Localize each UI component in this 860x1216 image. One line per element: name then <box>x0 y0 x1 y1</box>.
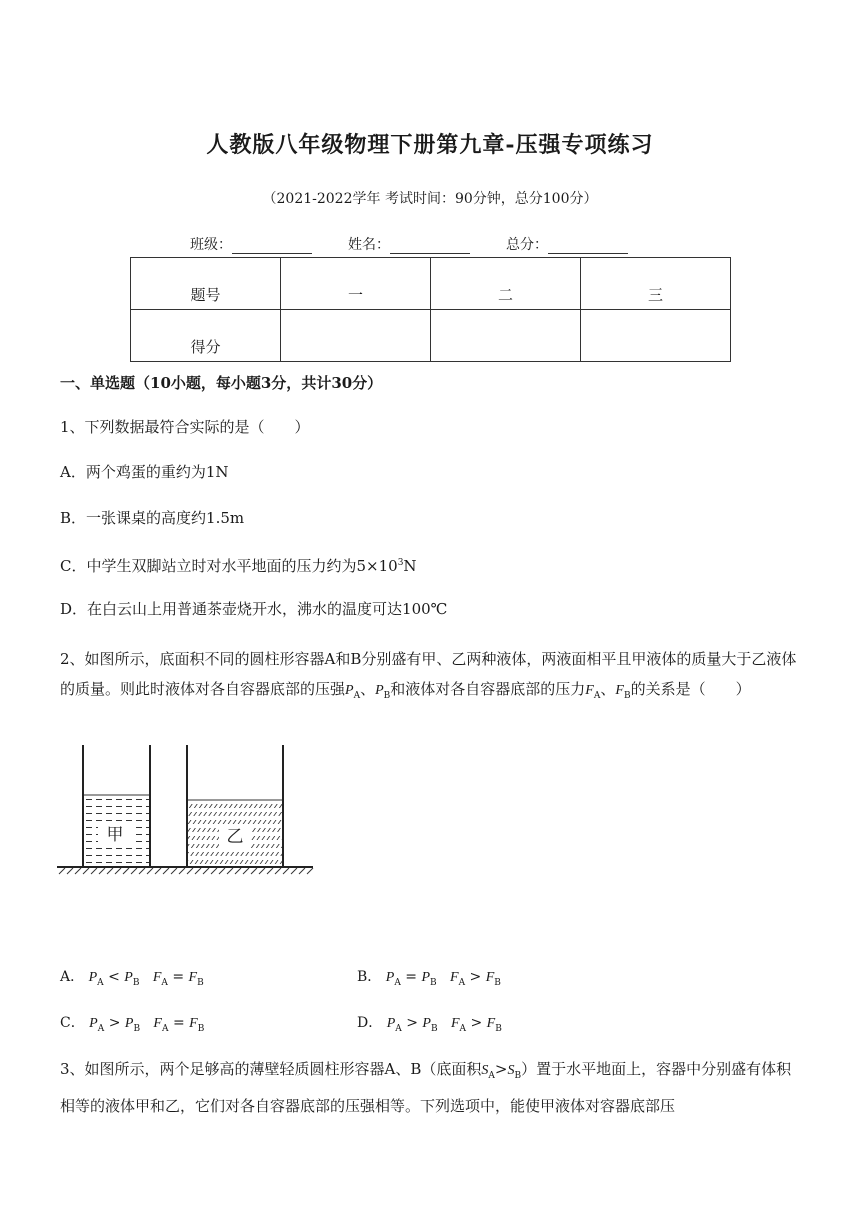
q1-option-a[interactable]: A．两个鸡蛋的重约为1N <box>60 463 229 481</box>
q3-stem <box>60 1054 800 1121</box>
symbol-p: P <box>345 683 354 698</box>
option-letter: A． <box>60 969 85 985</box>
ground <box>57 867 313 874</box>
subscript-a: A <box>97 1023 105 1034</box>
subscript-b: B <box>197 977 204 988</box>
symbol-p: P <box>88 970 98 985</box>
score-table-cell: 三 <box>581 258 731 310</box>
q1-option-b[interactable]: B．一张课桌的高度约1.5m <box>60 509 245 527</box>
q1-option-c[interactable] <box>60 548 417 581</box>
symbol-p: P <box>386 1016 396 1031</box>
q2-stem-text-3: 的关系是（ ） <box>630 680 751 698</box>
score-table-score-row <box>131 310 731 362</box>
subscript-b: B <box>430 977 437 988</box>
operator: > <box>406 1015 418 1031</box>
separator: 、 <box>360 680 376 698</box>
symbol-f: F <box>152 970 162 985</box>
score-table-cell[interactable] <box>281 310 431 362</box>
subscript-a: A <box>488 1071 495 1081</box>
subscript-a: A <box>395 1023 402 1034</box>
subscript-b: B <box>133 1023 141 1034</box>
subscript-a: A <box>161 977 168 988</box>
q2-stem-text-1: 2、如图所示，底面积不同的圆柱形容器A和B分别盛有甲、乙两种液体，两液面相平且甲液体的质量大于乙液体的质量。则此时液体对各自容器底部的压强 <box>60 650 797 698</box>
symbol-s: S <box>507 1063 515 1078</box>
operator: > <box>470 1015 483 1031</box>
subscript-a: A <box>459 1023 466 1034</box>
subscript-a: A <box>593 691 601 701</box>
symbol-p: P <box>89 1016 98 1031</box>
q1-option-c-unit: N <box>403 557 417 575</box>
section-heading: 一、单选题（10小题，每小题3分，共计30分） <box>60 374 383 392</box>
exam-info: （2021-2022学年 考试时间：90分钟，总分100分） <box>262 191 598 207</box>
operator: < <box>108 969 120 985</box>
q3-stem-text-1: 3、如图所示，两个足够高的薄壁轻质圆柱形容器A、B（底面积 <box>60 1060 482 1078</box>
total-blank[interactable] <box>548 239 628 254</box>
q2-option-d[interactable] <box>357 1008 502 1044</box>
subscript-a: A <box>161 1023 169 1034</box>
symbol-f: F <box>450 970 459 985</box>
score-table-header-row <box>131 258 731 310</box>
total-label: 总分： <box>506 237 548 253</box>
name-blank[interactable] <box>390 239 470 254</box>
containers-figure <box>55 740 315 875</box>
subscript-a: A <box>394 977 401 988</box>
operator: = <box>405 969 417 985</box>
symbol-f: F <box>450 1016 460 1031</box>
symbol-p: P <box>385 970 395 985</box>
score-table-cell[interactable] <box>581 310 731 362</box>
operator: > <box>494 1060 508 1078</box>
option-letter: D． <box>357 1015 383 1031</box>
symbol-p: P <box>375 683 384 698</box>
subscript-b: B <box>383 691 391 701</box>
name-label: 姓名： <box>348 237 390 253</box>
q1-option-c-exponent: 3 <box>397 558 404 568</box>
separator: 、 <box>600 680 616 698</box>
option-letter: C． <box>60 1015 85 1031</box>
q2-option-a[interactable] <box>60 962 204 998</box>
symbol-f: F <box>585 683 594 698</box>
option-letter: B． <box>357 969 382 985</box>
subscript-b: B <box>495 1023 502 1034</box>
class-blank[interactable] <box>232 239 312 254</box>
subscript-a: A <box>353 691 361 701</box>
symbol-f: F <box>188 970 198 985</box>
symbol-f: F <box>615 683 624 698</box>
subscript-b: B <box>132 977 140 988</box>
score-table-cell: 得分 <box>131 310 281 362</box>
score-table-cell: 二 <box>431 258 581 310</box>
q1-stem: 1、下列数据最符合实际的是（ ） <box>60 418 310 436</box>
score-table-cell: 题号 <box>131 258 281 310</box>
page-title: 人教版八年级物理下册第九章-压强专项练习 <box>206 132 654 158</box>
class-label: 班级： <box>190 237 232 253</box>
q3-stem-text-2: ）置于水平地面上，容器中分别盛有体积相等的液体甲和乙，它们对各自容器底部的压强相等。下列选项中，能使甲液体对容器底部压 <box>60 1060 792 1115</box>
container-b <box>187 745 283 867</box>
operator: = <box>172 1015 185 1031</box>
symbol-f: F <box>189 1016 198 1031</box>
score-table-cell[interactable] <box>431 310 581 362</box>
container-a <box>83 745 150 867</box>
q1-option-d[interactable]: D．在白云山上用普通茶壶烧开水，沸水的温度可达100℃ <box>60 600 448 618</box>
symbol-p: P <box>124 970 133 985</box>
score-table-cell: 一 <box>281 258 431 310</box>
symbol-s: S <box>481 1063 489 1078</box>
symbol-f: F <box>486 1016 496 1031</box>
operator: > <box>108 1015 121 1031</box>
subscript-a: A <box>97 977 104 988</box>
subscript-b: B <box>430 1023 438 1034</box>
score-table <box>130 257 731 362</box>
operator: > <box>469 969 482 985</box>
subscript-b: B <box>514 1071 522 1081</box>
symbol-f: F <box>153 1016 162 1031</box>
operator: = <box>172 969 185 985</box>
student-info-fields <box>190 234 664 254</box>
symbol-p: P <box>124 1016 134 1031</box>
symbol-p: P <box>421 970 431 985</box>
subscript-a: A <box>458 977 466 988</box>
subscript-b: B <box>494 977 501 988</box>
subscript-b: B <box>197 1023 205 1034</box>
q2-option-c[interactable] <box>60 1008 204 1044</box>
q2-stem <box>60 644 800 711</box>
symbol-p: P <box>422 1016 431 1031</box>
q2-option-b[interactable] <box>357 962 501 998</box>
q1-option-c-text: C．中学生双脚站立时对水平地面的压力约为5×10 <box>60 557 398 575</box>
label-yi: 乙 <box>226 827 244 847</box>
subscript-b: B <box>623 691 631 701</box>
symbol-f: F <box>485 970 495 985</box>
q2-stem-text-2: 和液体对各自容器底部的压力 <box>390 680 586 698</box>
label-jia: 甲 <box>106 825 124 845</box>
